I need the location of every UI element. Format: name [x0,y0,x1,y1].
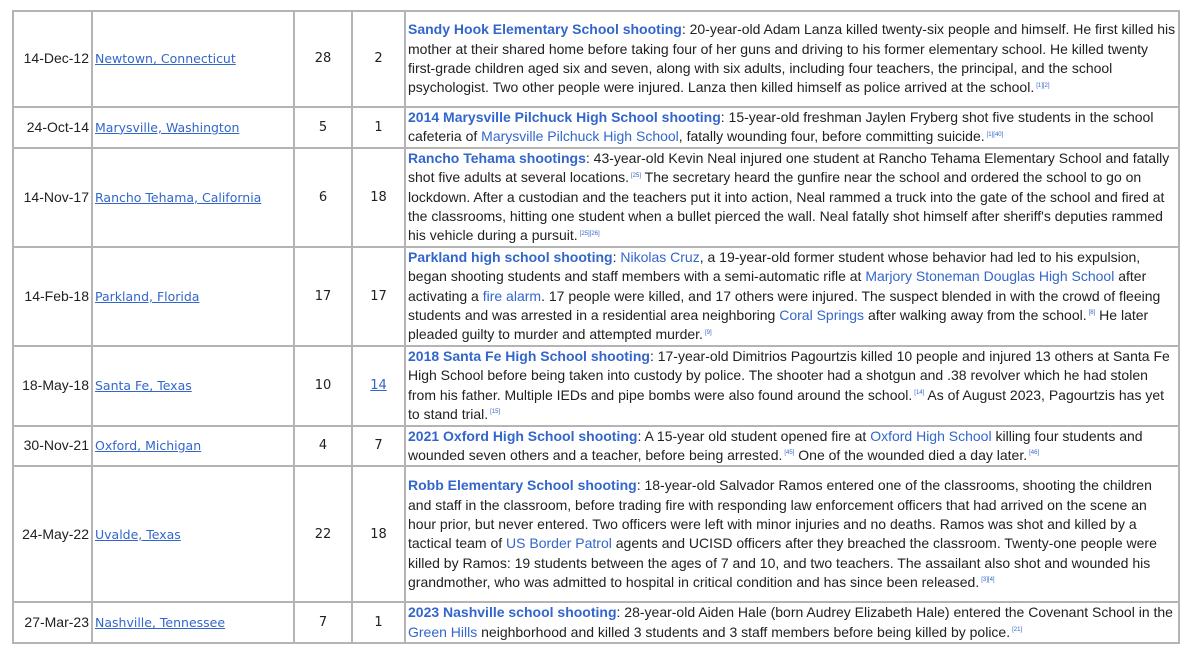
description-cell [405,247,1179,346]
location-link[interactable]: Marysville, Washington [95,119,240,135]
description-cell [405,602,1179,643]
table-row [13,11,1179,107]
article-title-link[interactable]: 2018 Santa Fe High School shooting [408,347,650,364]
location-link[interactable]: Nashville, Tennessee [95,615,226,631]
description-text: : 20-year-old Adam Lanza killed twenty-six people and himself. He first killed his mother at their shared home before taking four of her guns and driving to his former elementary school. He killed twenty first-grade children aged six and seven, along with six adults, including four teachers, the principal, and the school psychologist. Two other people were injured. Lanza then killed himself as police arrived at the school. [408,21,1176,96]
shootings-table [12,10,1180,644]
citation-ref[interactable]: [14] [914,390,925,397]
description-text: : A 15-year old student opened fire at [637,427,871,444]
article-title-link[interactable]: 2014 Marysville Pilchuck High School shooting [408,109,721,125]
injuries-cell: 1 [352,107,405,148]
location-cell [92,346,294,426]
description-text: neighborhood and killed 3 students and 3 staff members before being killed by police. [477,623,1011,640]
table-row [13,107,1179,148]
date-cell: 27-Mar-23 [13,602,92,643]
table-body [13,11,1179,643]
deaths-cell: 17 [294,247,352,346]
location-cell [92,107,294,148]
description-cell [405,148,1179,247]
description-cell [405,346,1179,426]
table-row [13,466,1179,602]
injuries-cell: 2 [352,11,405,107]
deaths-cell: 4 [294,426,352,467]
table-row [13,247,1179,346]
description-text: He later pleaded guilty to murder and attempted murder. [408,307,1149,343]
description-text: : [612,248,621,265]
location-link[interactable]: Rancho Tehama, California [95,189,262,205]
date-cell: 14-Nov-17 [13,148,92,247]
location-cell [92,426,294,467]
article-title-link[interactable]: Robb Elementary School shooting [408,477,637,494]
description-text: : 18-year-old Salvador Ramos entered one of the classrooms, shooting the children and staff in the classroom, before trading fire with responding law enforcement officers that had arrived on the scene an hour prior, but never entered. Two officers were left with minor injuries and no deaths. Ramos was shot and killed by a tactical team of [408,477,1152,552]
description-text: , a 19-year-old former student whose behavior had led to his expulsion, began shooting students and staff members with a semi-automatic rifle at [408,248,1141,285]
citation-ref[interactable]: [45] [784,450,795,457]
date-cell: 14-Dec-12 [13,11,92,107]
citation-ref[interactable]: [9] [704,329,712,336]
date-cell: 18-May-18 [13,346,92,426]
deaths-cell: 28 [294,11,352,107]
article-title-link[interactable]: Parkland high school shooting [408,248,613,265]
deaths-cell: 10 [294,346,352,426]
table-row [13,148,1179,247]
injuries-cell [352,346,405,426]
article-title-link[interactable]: 2023 Nashville school shooting [408,604,617,621]
inline-link[interactable]: fire alarm [482,287,542,304]
article-title-link[interactable]: Rancho Tehama shootings [408,149,586,166]
citation-ref[interactable]: [46] [1029,450,1040,457]
date-cell: 30-Nov-21 [13,426,92,467]
injuries-cell: 7 [352,426,405,467]
citation-ref[interactable]: [8] [1088,310,1096,317]
table-row [13,602,1179,643]
location-link[interactable]: Newtown, Connecticut [95,51,236,67]
description-text: killing four students and wounded seven others and a teacher, before being arrested. [408,427,1143,463]
deaths-cell: 22 [294,466,352,602]
description-cell [405,426,1179,467]
description-text: , fatally wounding four, before committing suicide. [678,128,985,145]
deaths-cell: 5 [294,107,352,148]
table-row [13,426,1179,467]
location-link[interactable]: Uvalde, Texas [95,526,181,542]
inline-link[interactable]: Green Hills [408,623,478,640]
inline-link[interactable]: US Border Patrol [506,535,612,552]
injuries-cell: 18 [352,148,405,247]
inline-link[interactable]: Marysville Pilchuck High School [481,128,679,145]
date-cell: 14-Feb-18 [13,247,92,346]
description-text: agents and UCISD officers after they breached the classroom. Twenty-one people were killed by Ramos: 19 students between the ages of 7 and 10, and two teachers. The assailant also shot and wounded his grandmother, who was admitted to hospital in critical condition and has since been released. [408,535,1157,591]
inline-link[interactable]: Oxford High School [870,427,992,444]
injuries-cell: 18 [352,466,405,602]
location-cell [92,602,294,643]
date-cell: 24-Oct-14 [13,107,92,148]
deaths-cell: 6 [294,148,352,247]
article-title-link[interactable]: 2021 Oxford High School shooting [408,427,638,444]
injuries-link[interactable]: 14 [370,377,387,393]
citation-ref[interactable]: [25][26] [579,230,600,237]
citation-ref[interactable]: [21] [1012,627,1023,634]
description-text: One of the wounded died a day later. [794,446,1028,463]
citation-ref[interactable]: [25] [631,172,642,179]
description-text: : 17-year-old Dimitrios Pagourtzis killed 10 people and injured 13 others at Santa Fe High School before being taken into custody by police. The shooter had a shotgun and .38 revolver which he had stolen from his father. Multiple IEDs and pipe bombs were also found around the school. [408,347,1170,403]
inline-link[interactable]: Nikolas Cruz [620,248,700,265]
location-cell [92,247,294,346]
location-link[interactable]: Parkland, Florida [95,288,200,304]
citation-ref[interactable]: [1][40] [986,131,1004,138]
date-cell: 24-May-22 [13,466,92,602]
description-cell [405,107,1179,148]
citation-ref[interactable]: [1][2] [1036,82,1050,89]
location-link[interactable]: Santa Fe, Texas [95,377,192,393]
article-title-link[interactable]: Sandy Hook Elementary School shooting [408,21,682,38]
location-link[interactable]: Oxford, Michigan [95,438,202,454]
description-text: . 17 people were killed, and 17 others were injured. The suspect blended in with the crowd of fleeing students and was arrested in a residential area neighboring [408,287,1161,324]
injuries-cell: 1 [352,602,405,643]
description-text: As of August 2023, Pagourtzis has yet to stand trial. [408,386,1165,423]
description-text: after walking away from the school. [864,307,1087,324]
location-cell [92,11,294,107]
location-cell [92,148,294,247]
description-text: : 15-year-old freshman Jaylen Fryberg shot five students in the school cafeteria of [408,109,1154,145]
citation-ref[interactable]: [3][4] [981,577,995,584]
inline-link[interactable]: Coral Springs [779,307,865,324]
inline-link[interactable]: Marjory Stoneman Douglas High School [865,268,1115,285]
injuries-cell: 17 [352,247,405,346]
description-text: : 28-year-old Aiden Hale (born Audrey Elizabeth Hale) entered the Covenant School in the [616,604,1173,621]
citation-ref[interactable]: [15] [490,409,501,416]
description-text: after activating a [408,268,1147,304]
description-cell [405,466,1179,602]
deaths-cell: 7 [294,602,352,643]
description-text: : 43-year-old Kevin Neal injured one student at Rancho Tehama Elementary School and fatally shot five adults at several locations. [408,149,1170,186]
description-text: The secretary heard the gunfire near the school and ordered the school to go on lockdown. After a custodian and the teachers put it into action, Neal rammed a truck into the gate of the school and fired at the classrooms, hitting one student when a bullet pierced the wall. Neal fatally shot himself after sheriff's deputies rammed his vehicle during a pursuit. [408,169,1165,244]
description-cell [405,11,1179,107]
location-cell [92,466,294,602]
table-row [13,346,1179,426]
